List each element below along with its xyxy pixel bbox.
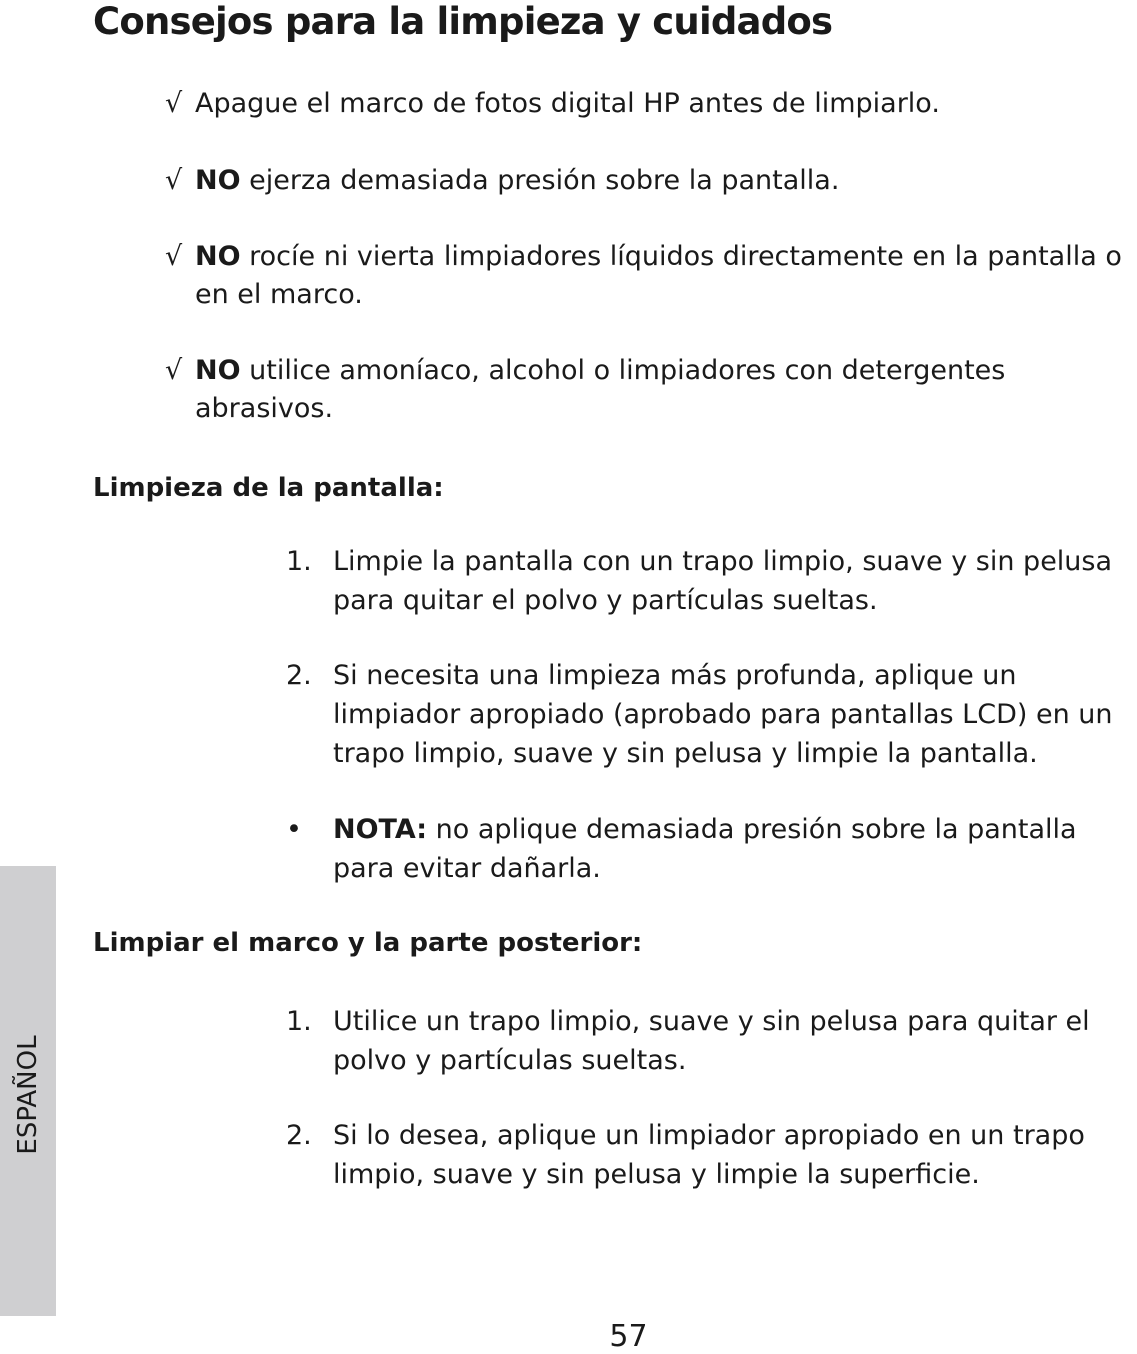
tip-body: ejerza demasiada presión sobre la pantalla.	[240, 165, 840, 196]
tip-emphasis: NO	[195, 355, 241, 386]
frame-step	[286, 1116, 1136, 1194]
check-icon: √	[165, 88, 183, 119]
tip-item	[165, 238, 1125, 314]
step-text: Si lo desea, aplique un limpiador apropiado en un trapo limpio, suave y sin pelusa y limpie la superficie.	[333, 1120, 1085, 1190]
screen-step	[286, 542, 1136, 620]
screen-note	[286, 810, 1136, 888]
step-number: 2.	[286, 660, 312, 691]
page-number: 57	[609, 1319, 648, 1354]
tip-item	[165, 162, 1125, 200]
step-text: Si necesita una limpieza más profunda, aplique un limpiador apropiado (aprobado para pantallas LCD) en un trapo limpio, suave y sin pelusa y limpie la pantalla.	[333, 660, 1113, 769]
screen-step	[286, 656, 1136, 773]
note-label: NOTA:	[333, 814, 428, 845]
frame-cleaning-heading: Limpiar el marco y la parte posterior:	[93, 928, 643, 958]
language-tab-label: ESPAÑOL	[13, 1035, 43, 1155]
step-text: Utilice un trapo limpio, suave y sin pelusa para quitar el polvo y partículas sueltas.	[333, 1006, 1090, 1076]
check-icon: √	[165, 355, 183, 386]
tip-emphasis: NO	[195, 241, 241, 272]
check-icon: √	[165, 241, 183, 272]
check-icon: √	[165, 165, 183, 196]
tip-item	[165, 85, 1125, 123]
frame-step	[286, 1002, 1136, 1080]
tip-body: rocíe ni vierta limpiadores líquidos directamente en la pantalla o en el marco.	[195, 241, 1122, 310]
tip-text	[195, 352, 1125, 428]
note-body: no aplique demasiada presión sobre la pantalla para evitar dañarla.	[333, 814, 1077, 884]
tip-body: utilice amoníaco, alcohol o limpiadores con detergentes abrasivos.	[195, 355, 1006, 424]
step-number: 1.	[286, 1006, 312, 1037]
tip-text	[195, 238, 1125, 314]
step-number: 1.	[286, 546, 312, 577]
page-title: Consejos para la limpieza y cuidados	[93, 0, 833, 43]
tip-text	[195, 162, 1125, 200]
note-text	[333, 810, 1136, 888]
screen-cleaning-heading: Limpieza de la pantalla:	[93, 473, 444, 503]
bullet-icon: •	[286, 814, 302, 845]
tip-emphasis: NO	[195, 165, 241, 196]
step-number: 2.	[286, 1120, 312, 1151]
tip-body: Apague el marco de fotos digital HP antes de limpiarlo.	[195, 88, 940, 119]
tip-item	[165, 352, 1125, 428]
tip-text	[195, 85, 1125, 123]
step-text: Limpie la pantalla con un trapo limpio, suave y sin pelusa para quitar el polvo y partículas sueltas.	[333, 546, 1113, 616]
